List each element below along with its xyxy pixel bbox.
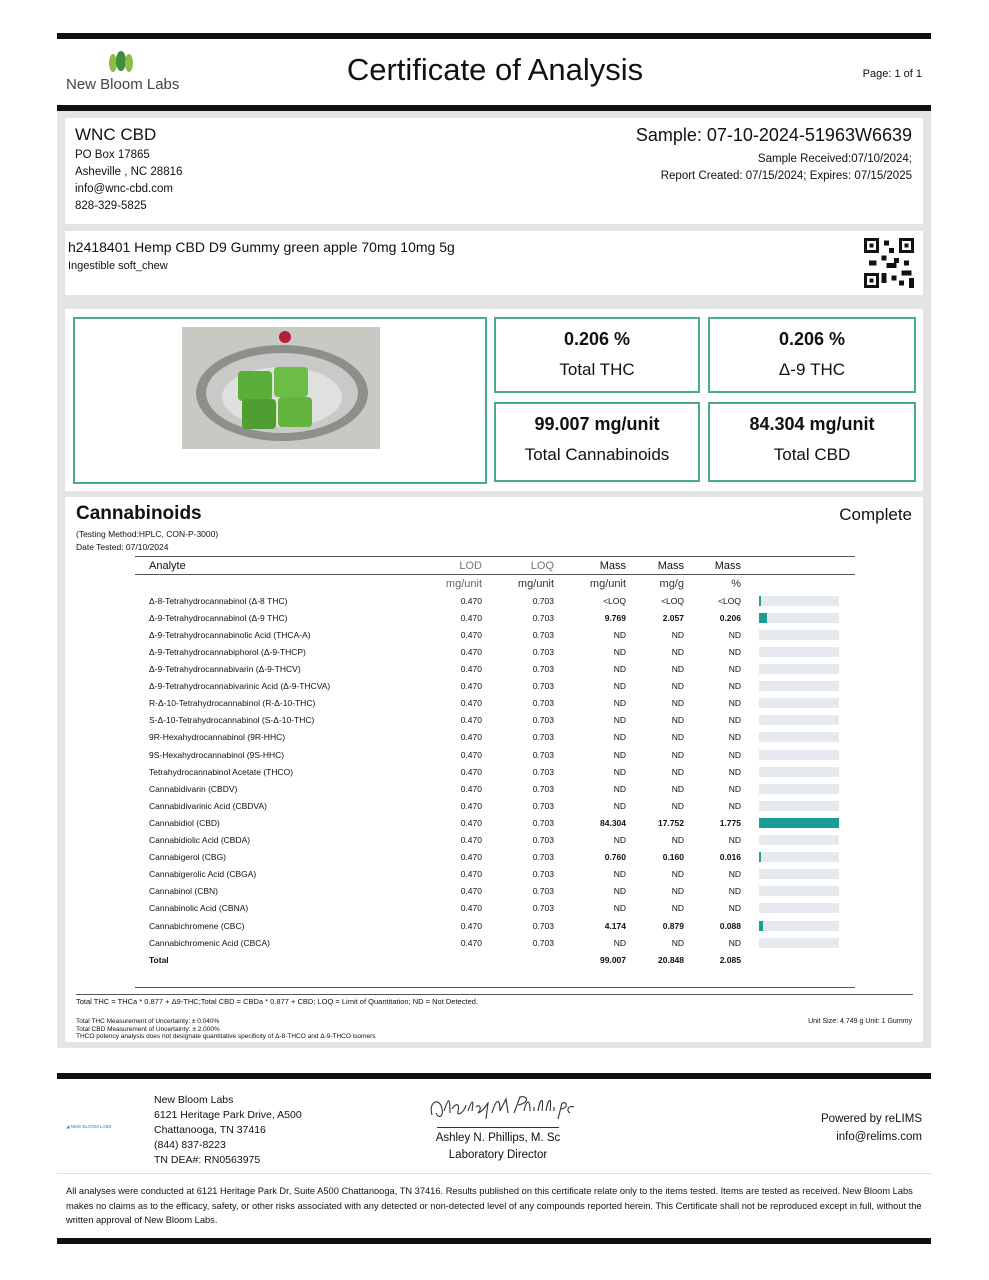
result-bar	[759, 613, 767, 623]
lod-value: 0.470	[460, 903, 482, 914]
lod-value: 0.470	[460, 800, 482, 811]
leaf-logo-icon	[66, 50, 176, 76]
results-table	[135, 556, 855, 968]
testing-method: (Testing Method:HPLC, CON-P-3000)	[76, 529, 219, 539]
total-cannabinoids-card	[494, 402, 700, 482]
mass-pct-value: ND	[728, 869, 741, 880]
table-row	[135, 780, 855, 797]
loq-value: 0.703	[532, 800, 554, 811]
mass-pct-value: ND	[728, 732, 741, 743]
mass-pct-value: 1.775	[719, 817, 741, 828]
analyte-name: S-Δ-10-Tetrahydrocannabinol (S-Δ-10-THC)	[149, 715, 315, 726]
result-bar-track	[759, 630, 839, 640]
result-bar-track	[759, 921, 839, 931]
loq-value: 0.703	[532, 920, 554, 931]
lod-value: 0.470	[460, 783, 482, 794]
table-bottom-rule	[135, 987, 855, 988]
analyte-name: Δ-9-Tetrahydrocannabinol (Δ-9 THC)	[149, 612, 288, 623]
result-bar-track	[759, 886, 839, 896]
sample-photo-image	[182, 327, 380, 449]
bar-cell	[749, 626, 855, 643]
note-cbd-uncertainty: Total CBD Measurement of Uncertainty: ± 2.000%	[76, 1025, 220, 1033]
mass-unit-value: ND	[613, 629, 626, 640]
mass-unit-value: ND	[613, 937, 626, 948]
loq-value: 0.703	[532, 612, 554, 623]
results-body	[135, 592, 855, 951]
units-row	[135, 575, 855, 593]
table-row	[135, 661, 855, 678]
mass-g-value: ND	[671, 800, 684, 811]
bar-cell	[749, 832, 855, 849]
signature-line	[437, 1127, 559, 1128]
total-row	[135, 951, 855, 968]
lod-value: 0.470	[460, 664, 482, 675]
mass-g-value: 2.057	[662, 612, 684, 623]
logo-text: New Bloom Labs	[66, 76, 180, 93]
mass-g-value: 17.752	[658, 817, 684, 828]
loq-value: 0.703	[532, 903, 554, 914]
top-rule	[57, 33, 931, 39]
client-info	[75, 147, 182, 215]
table-row	[135, 729, 855, 746]
lod-value: 0.470	[460, 852, 482, 863]
lab-phone: (844) 837-8223	[154, 1139, 226, 1151]
mass-pct-value: ND	[728, 749, 741, 760]
loq-value: 0.703	[532, 869, 554, 880]
analyte-name: Cannabinolic Acid (CBNA)	[149, 903, 249, 914]
loq-value: 0.703	[532, 629, 554, 640]
analyte-name: Cannabidivarinic Acid (CBDVA)	[149, 800, 267, 811]
col-mass-unit: Mass	[562, 557, 634, 575]
lod-value: 0.470	[460, 835, 482, 846]
result-bar-track	[759, 664, 839, 674]
mass-unit-value: ND	[613, 698, 626, 709]
sample-dates	[661, 151, 912, 185]
lod-value: 0.470	[460, 869, 482, 880]
mass-pct-value: ND	[728, 766, 741, 777]
total-label: Total	[149, 954, 169, 965]
result-bar	[759, 852, 761, 862]
product-name: h2418401 Hemp CBD D9 Gummy green apple 70mg 10mg 5g	[68, 239, 455, 255]
unit-loq: mg/unit	[517, 577, 554, 590]
analyte-name: Δ-8-Tetrahydrocannabinol (Δ-8 THC)	[149, 595, 288, 606]
result-bar-track	[759, 784, 839, 794]
result-bar-track	[759, 767, 839, 777]
sample-photo-card	[73, 317, 487, 484]
analyte-name: Cannabidiolic Acid (CBDA)	[149, 835, 251, 846]
loq-value: 0.703	[532, 937, 554, 948]
col-mass-g: Mass	[634, 557, 692, 575]
mass-pct-value: <LOQ	[718, 595, 741, 606]
total-cbd-value: 84.304 mg/unit	[749, 414, 875, 434]
bar-cell	[749, 780, 855, 797]
mass-g-value: 0.160	[662, 852, 684, 863]
result-bar-track	[759, 698, 839, 708]
lab-address1: 6121 Heritage Park Drive, A500	[154, 1109, 302, 1121]
loq-value: 0.703	[532, 732, 554, 743]
mass-g-value: ND	[671, 698, 684, 709]
result-bar-track	[759, 596, 839, 606]
mass-g-value: ND	[671, 903, 684, 914]
table-row	[135, 883, 855, 900]
total-cbd-label: Total CBD	[773, 445, 851, 464]
lod-value: 0.470	[460, 629, 482, 640]
lod-value: 0.470	[460, 937, 482, 948]
result-bar-track	[759, 613, 839, 623]
bar-cell	[749, 678, 855, 695]
table-row	[135, 678, 855, 695]
lod-value: 0.470	[460, 732, 482, 743]
lab-address2: Chattanooga, TN 37416	[154, 1124, 266, 1136]
sample-received: Sample Received:07/10/2024;	[757, 153, 912, 165]
table-row	[135, 866, 855, 883]
total-pct: 2.085	[719, 954, 741, 965]
bar-cell	[749, 883, 855, 900]
result-bar-track	[759, 869, 839, 879]
total-mg: 20.848	[658, 954, 684, 965]
mass-g-value: ND	[671, 749, 684, 760]
bar-cell	[749, 866, 855, 883]
sample-id: Sample: 07-10-2024-51963W6639	[635, 125, 912, 145]
result-bar	[759, 596, 761, 606]
mass-unit-value: ND	[613, 664, 626, 675]
result-bar-track	[759, 681, 839, 691]
bar-cell	[749, 695, 855, 712]
mass-pct-value: ND	[728, 783, 741, 794]
footer-rule	[57, 1073, 931, 1079]
loq-value: 0.703	[532, 749, 554, 760]
mass-pct-value: 0.088	[719, 920, 741, 931]
bar-cell	[749, 746, 855, 763]
unit-mass: mg/unit	[589, 577, 626, 590]
mass-pct-value: ND	[728, 698, 741, 709]
signature-image	[420, 1089, 580, 1129]
bottom-rule	[57, 1238, 931, 1244]
mass-g-value: <LOQ	[661, 595, 684, 606]
loq-value: 0.703	[532, 886, 554, 897]
result-bar	[759, 921, 763, 931]
analyte-name: Cannabidiol (CBD)	[149, 817, 220, 828]
result-bar-track	[759, 732, 839, 742]
mass-g-value: ND	[671, 715, 684, 726]
analyte-name: Δ-9-Tetrahydrocannabiphorol (Δ-9-THCP)	[149, 647, 306, 658]
bar-cell	[749, 763, 855, 780]
table-row	[135, 900, 855, 917]
col-analyte: Analyte	[135, 557, 420, 575]
powered-block	[821, 1110, 922, 1146]
disclaimer-rule	[57, 1173, 931, 1174]
unit-size: Unit Size: 4.749 g Unit: 1 Gummy	[808, 1018, 912, 1025]
col-bar	[749, 557, 855, 575]
bar-cell	[749, 797, 855, 814]
mass-g-value: ND	[671, 732, 684, 743]
table-row	[135, 849, 855, 866]
lod-value: 0.470	[460, 595, 482, 606]
total-mu: 99.007	[600, 954, 626, 965]
mass-g-value: 0.879	[662, 920, 684, 931]
mini-logo-text: NEW BLOOM LABS	[70, 1124, 112, 1129]
total-cannabinoids-label: Total Cannabinoids	[524, 445, 670, 464]
col-lod: LOD	[420, 557, 490, 575]
unit-pct: %	[731, 577, 741, 590]
mass-pct-value: ND	[728, 715, 741, 726]
test-info	[76, 528, 218, 554]
col-loq: LOQ	[490, 557, 562, 575]
table-row	[135, 609, 855, 626]
mass-unit-value: ND	[613, 749, 626, 760]
total-cannabinoids-value: 99.007 mg/unit	[534, 414, 660, 434]
mass-unit-value: ND	[613, 835, 626, 846]
bar-cell	[749, 934, 855, 951]
signer-name: Ashley N. Phillips, M. Sc	[435, 1132, 561, 1144]
client-email: info@wnc-cbd.com	[75, 183, 173, 195]
result-bar-track	[759, 647, 839, 657]
total-thc-value: 0.206 %	[563, 329, 631, 349]
bar-cell	[749, 712, 855, 729]
mass-pct-value: ND	[728, 903, 741, 914]
loq-value: 0.703	[532, 852, 554, 863]
note-thco: THCO potency analysis does not designate quantitative specificity of Δ-8-THCO and Δ-9-THCO isomers	[76, 1033, 376, 1040]
powered-email: info@relims.com	[836, 1131, 922, 1143]
mass-g-value: ND	[671, 937, 684, 948]
uncertainty-notes	[76, 1018, 376, 1041]
lod-value: 0.470	[460, 647, 482, 658]
qr-code[interactable]	[864, 238, 914, 288]
table-row	[135, 814, 855, 831]
mass-pct-value: ND	[728, 664, 741, 675]
product-type: Ingestible soft_chew	[68, 260, 168, 272]
mass-unit-value: ND	[613, 715, 626, 726]
bar-cell	[749, 917, 855, 934]
lod-value: 0.470	[460, 698, 482, 709]
analyte-name: Cannabichromenic Acid (CBCA)	[149, 937, 270, 948]
loq-value: 0.703	[532, 647, 554, 658]
result-bar	[759, 818, 839, 828]
mass-unit-value: ND	[613, 869, 626, 880]
total-cbd-card	[708, 402, 916, 482]
loq-value: 0.703	[532, 698, 554, 709]
result-bar-track	[759, 903, 839, 913]
table-row	[135, 763, 855, 780]
analyte-name: Cannabichromene (CBC)	[149, 920, 245, 931]
mass-g-value: ND	[671, 681, 684, 692]
result-bar-track	[759, 852, 839, 862]
table-row	[135, 832, 855, 849]
mass-pct-value: ND	[728, 800, 741, 811]
mass-unit-value: <LOQ	[603, 595, 626, 606]
table-row	[135, 917, 855, 934]
mass-unit-value: 4.174	[604, 920, 626, 931]
total-thc-card	[494, 317, 700, 393]
mass-unit-value: ND	[613, 766, 626, 777]
table-row	[135, 592, 855, 609]
lab-info	[154, 1093, 302, 1168]
analyte-name: Cannabigerol (CBG)	[149, 852, 227, 863]
table-row	[135, 695, 855, 712]
page-number: Page: 1 of 1	[862, 68, 922, 80]
loq-value: 0.703	[532, 595, 554, 606]
loq-value: 0.703	[532, 783, 554, 794]
mass-pct-value: ND	[728, 886, 741, 897]
mass-pct-value: 0.206	[719, 612, 741, 623]
analyte-name: Δ-9-Tetrahydrocannabivarinic Acid (Δ-9-THCVA)	[149, 681, 331, 692]
bar-cell	[749, 814, 855, 831]
table-row	[135, 712, 855, 729]
table-row	[135, 934, 855, 951]
lod-value: 0.470	[460, 766, 482, 777]
signer-title: Laboratory Director	[448, 1149, 548, 1161]
loq-value: 0.703	[532, 835, 554, 846]
note-formula: Total THC = THCa * 0.877 + Δ9-THC;Total CBD = CBDa * 0.877 + CBD; LOQ = Limit of Quantitation; ND = Not Detected.	[76, 997, 478, 1006]
client-name: WNC CBD	[75, 125, 157, 144]
mass-g-value: ND	[671, 647, 684, 658]
result-bar-track	[759, 750, 839, 760]
bar-cell	[749, 661, 855, 678]
mass-unit-value: 9.769	[604, 612, 626, 623]
mass-unit-value: ND	[613, 647, 626, 658]
bar-cell	[749, 609, 855, 626]
unit-lod: mg/unit	[445, 577, 482, 590]
bar-cell	[749, 900, 855, 917]
result-bar-track	[759, 801, 839, 811]
mass-g-value: ND	[671, 869, 684, 880]
table-header	[135, 557, 855, 575]
mass-pct-value: ND	[728, 629, 741, 640]
col-mass-pct: Mass	[692, 557, 749, 575]
cannabinoids-title: Cannabinoids	[76, 503, 202, 524]
analyte-name: 9R-Hexahydrocannabinol (9R-HHC)	[149, 732, 286, 743]
mass-g-value: ND	[671, 783, 684, 794]
bar-cell	[749, 849, 855, 866]
client-phone: 828-329-5825	[75, 200, 147, 212]
analyte-name: Cannabidivarin (CBDV)	[149, 783, 238, 794]
loq-value: 0.703	[532, 766, 554, 777]
signature	[420, 1089, 580, 1129]
lab-name: New Bloom Labs	[154, 1094, 234, 1106]
date-tested: Date Tested: 07/10/2024	[76, 542, 169, 552]
analyte-name: 9S-Hexahydrocannabinol (9S-HHC)	[149, 749, 285, 760]
result-bar-track	[759, 938, 839, 948]
loq-value: 0.703	[532, 664, 554, 675]
mass-g-value: ND	[671, 835, 684, 846]
mini-logo-icon: ◢	[66, 1124, 71, 1129]
table-row	[135, 643, 855, 660]
lod-value: 0.470	[460, 681, 482, 692]
signer-block	[408, 1130, 588, 1164]
loq-value: 0.703	[532, 715, 554, 726]
client-address1: PO Box 17865	[75, 149, 150, 161]
analyte-name: Tetrahydrocannabinol Acetate (THCO)	[149, 766, 294, 777]
loq-value: 0.703	[532, 817, 554, 828]
unit-mg: mg/g	[659, 577, 684, 590]
analyte-name: Cannabinol (CBN)	[149, 886, 218, 897]
mass-pct-value: ND	[728, 937, 741, 948]
mass-unit-value: 0.760	[604, 852, 626, 863]
mass-g-value: ND	[671, 766, 684, 777]
analyte-name: Δ-9-Tetrahydrocannabivarin (Δ-9-THCV)	[149, 664, 301, 675]
report-created: Report Created: 07/15/2024; Expires: 07/15/2025	[660, 170, 912, 182]
analyte-name: Δ-9-Tetrahydrocannabinolic Acid (THCA-A)	[149, 629, 311, 640]
mass-unit-value: ND	[613, 903, 626, 914]
d9-thc-value: 0.206 %	[778, 329, 846, 349]
document-title: Certificate of Analysis	[346, 52, 644, 87]
mass-unit-value: ND	[613, 886, 626, 897]
bar-cell	[749, 729, 855, 746]
mass-g-value: ND	[671, 886, 684, 897]
d9-thc-card	[708, 317, 916, 393]
lab-dea: TN DEA#: RN0563975	[154, 1154, 261, 1166]
client-address2: Asheville , NC 28816	[75, 166, 183, 178]
bar-cell	[749, 592, 855, 609]
total-thc-label: Total THC	[559, 360, 635, 379]
lod-value: 0.470	[460, 715, 482, 726]
lod-value: 0.470	[460, 920, 482, 931]
qr-code-icon	[864, 238, 914, 288]
table-row	[135, 797, 855, 814]
result-bar-track	[759, 715, 839, 725]
table-row	[135, 746, 855, 763]
powered-by: Powered by reLIMS	[821, 1113, 922, 1125]
loq-value: 0.703	[532, 681, 554, 692]
mass-unit-value: ND	[613, 783, 626, 794]
mass-g-value: ND	[671, 629, 684, 640]
lod-value: 0.470	[460, 612, 482, 623]
mass-pct-value: ND	[728, 681, 741, 692]
d9-thc-label: Δ-9 THC	[778, 360, 846, 379]
mass-unit-value: ND	[613, 681, 626, 692]
bar-cell	[749, 643, 855, 660]
mass-pct-value: ND	[728, 835, 741, 846]
status-label: Complete	[839, 505, 912, 524]
table-row	[135, 626, 855, 643]
mass-unit-value: 84.304	[600, 817, 626, 828]
note-thc-uncertainty: Total THC Measurement of Uncertainty: ± 0.040%	[76, 1018, 220, 1025]
analyte-name: R-Δ-10-Tetrahydrocannabinol (R-Δ-10-THC)	[149, 698, 316, 709]
mass-pct-value: ND	[728, 647, 741, 658]
mass-g-value: ND	[671, 664, 684, 675]
result-bar-track	[759, 818, 839, 828]
mass-unit-value: ND	[613, 800, 626, 811]
lod-value: 0.470	[460, 886, 482, 897]
result-bar-track	[759, 835, 839, 845]
footer-mini-logo	[66, 1124, 111, 1130]
lod-value: 0.470	[460, 817, 482, 828]
disclaimer: All analyses were conducted at 6121 Heritage Park Dr, Suite A500 Chattanooga, TN 37416. Results published on this certificate relate only to the items tested. Items are tested as received. New Bloom Labs makes no claims as to the efficacy, safety, or other risks associated with any detected or non-detected level of any compounds reported herein. This Certificate shall not be reproduced except in full, without the written approval of New Bloom Labs.	[66, 1186, 922, 1225]
lod-value: 0.470	[460, 749, 482, 760]
mass-unit-value: ND	[613, 732, 626, 743]
notes-rule	[76, 994, 913, 995]
analyte-name: Cannabigerolic Acid (CBGA)	[149, 869, 257, 880]
mass-pct-value: 0.016	[719, 852, 741, 863]
